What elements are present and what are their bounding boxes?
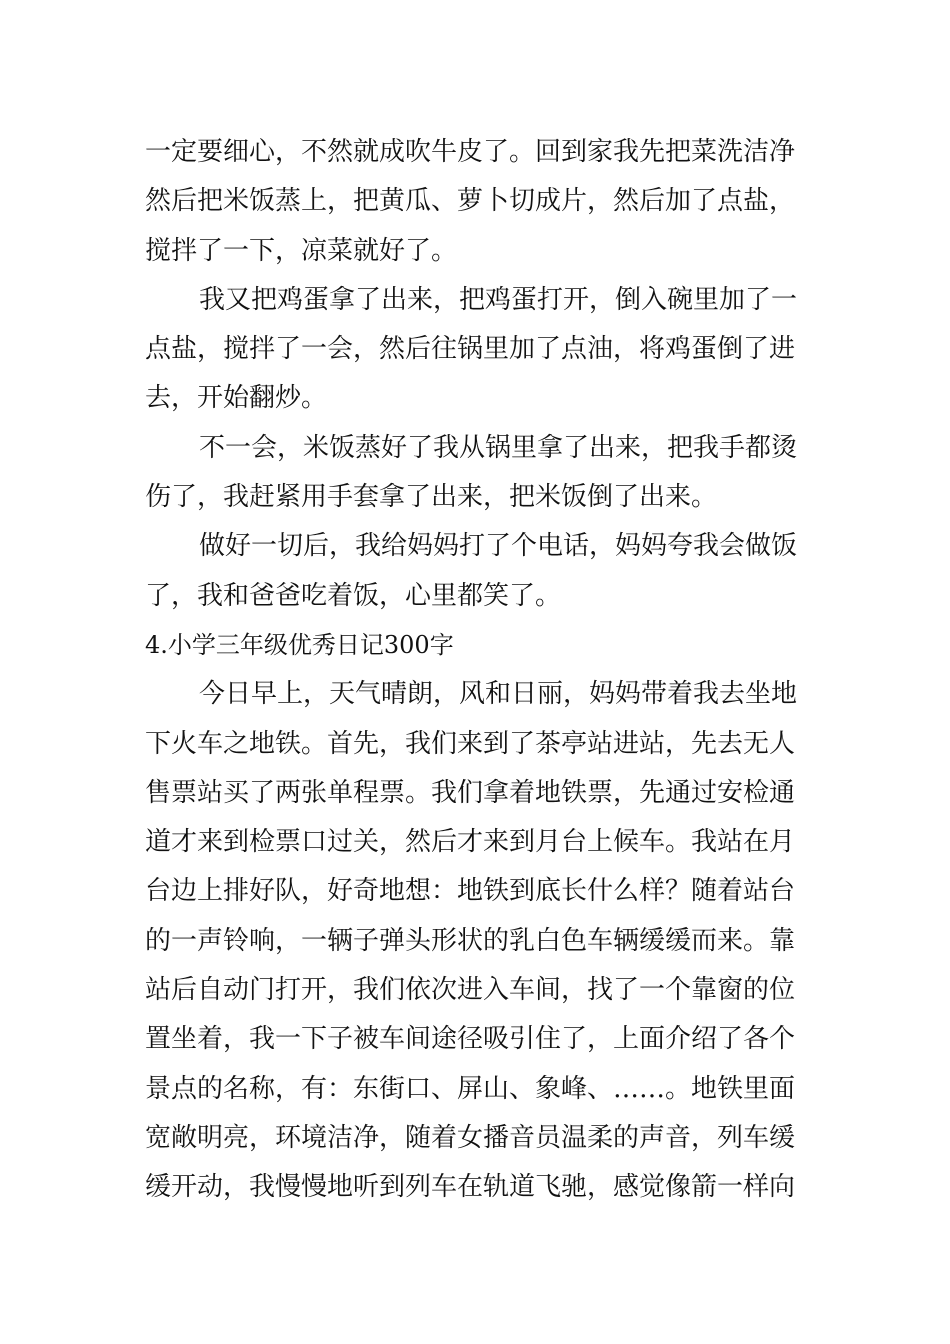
text-line: 一定要细心，不然就成吹牛皮了。回到家我先把菜洗洁净 bbox=[145, 137, 796, 167]
text-line: 然后把米饭蒸上，把黄瓜、萝卜切成片，然后加了点盐， bbox=[145, 186, 796, 217]
paragraph bbox=[145, 670, 815, 1212]
text-line: 置坐着，我一下子被车间途径吸引住了，上面介绍了各个 bbox=[145, 1024, 796, 1055]
text-line: 宽敞明亮，环境洁净，随着女播音员温柔的声音，列车缓 bbox=[145, 1122, 796, 1153]
text-line: 下火车之地铁。首先，我们来到了茶亭站进站，先去无人 bbox=[145, 728, 796, 759]
text-line: 做好一切后，我给妈妈打了个电话，妈妈夸我会做饭 bbox=[199, 531, 798, 562]
text-line: 伤了，我赶紧用手套拿了出来，把米饭倒了出来。 bbox=[145, 482, 718, 513]
text-line: 台边上排好队，好奇地想：地铁到底长什么样？随着站台 bbox=[145, 876, 796, 907]
document-body bbox=[145, 128, 815, 1213]
paragraph bbox=[145, 276, 815, 424]
paragraph bbox=[145, 424, 815, 523]
text-line: 景点的名称，有：东街口、屏山、象峰、……。地铁里面 bbox=[145, 1073, 796, 1104]
text-line: 站后自动门打开，我们依次进入车间，找了一个靠窗的位 bbox=[145, 975, 796, 1006]
text-line: 点盐，搅拌了一会，然后往锅里加了点油，将鸡蛋倒了进 bbox=[145, 334, 796, 365]
text-line: 去，开始翻炒。 bbox=[145, 383, 328, 414]
section-heading: 4.小学三年级优秀日记300字 bbox=[145, 630, 454, 659]
text-line: 缓开动，我慢慢地听到列车在轨道飞驰，感觉像箭一样向 bbox=[145, 1172, 796, 1203]
paragraph bbox=[145, 522, 815, 621]
text-line: 了，我和爸爸吃着饭，心里都笑了。 bbox=[145, 580, 562, 611]
paragraph bbox=[145, 128, 815, 276]
text-line: 今日早上，天气晴朗，风和日丽，妈妈带着我去坐地 bbox=[199, 679, 798, 710]
text-line: 道才来到检票口过关，然后才来到月台上候车。我站在月 bbox=[145, 827, 796, 858]
text-line: 的一声铃响，一辆子弹头形状的乳白色车辆缓缓而来。靠 bbox=[145, 925, 796, 956]
text-line: 不一会，米饭蒸好了我从锅里拿了出来，把我手都烫 bbox=[199, 432, 798, 463]
text-line: 售票站买了两张单程票。我们拿着地铁票，先通过安检通 bbox=[145, 777, 796, 808]
text-line: 我又把鸡蛋拿了出来，把鸡蛋打开，倒入碗里加了一 bbox=[199, 284, 798, 315]
text-line: 搅拌了一下，凉菜就好了。 bbox=[145, 235, 458, 266]
